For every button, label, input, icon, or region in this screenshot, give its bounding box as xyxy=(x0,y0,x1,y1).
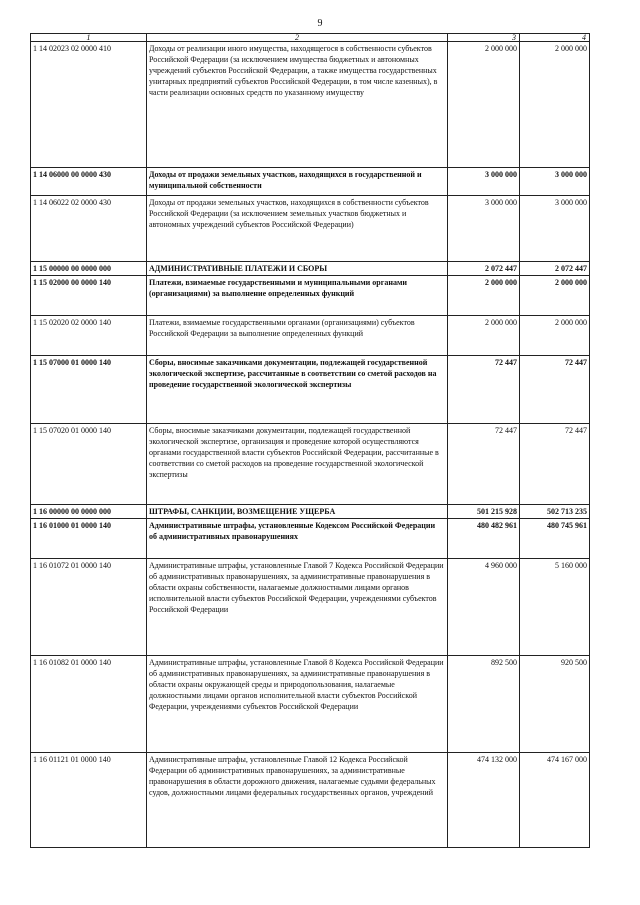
table-row xyxy=(31,168,590,196)
row-value-col3: 72 447 xyxy=(448,356,520,424)
column-number-4: 4 xyxy=(520,34,590,42)
row-value-col3: 3 000 000 xyxy=(448,168,520,196)
table-row xyxy=(31,196,590,262)
row-value-col4: 72 447 xyxy=(520,424,590,505)
row-value-col3: 2 000 000 xyxy=(448,316,520,356)
row-name: Платежи, взимаемые государственными и муниципальными органами (организациями) за выполнение определенных функций xyxy=(147,276,448,316)
row-value-col4: 3 000 000 xyxy=(520,196,590,262)
row-value-col4: 920 500 xyxy=(520,656,590,753)
row-name: Доходы от продажи земельных участков, находящихся в государственной и муниципальной собственности xyxy=(147,168,448,196)
row-value-col4: 2 000 000 xyxy=(520,316,590,356)
column-number-2: 2 xyxy=(147,34,448,42)
table-row xyxy=(31,519,590,559)
table-row xyxy=(31,656,590,753)
row-name: Доходы от продажи земельных участков, находящихся в собственности субъектов Российской Федерации (за исключением земельных участков бюджетных и автономных учреждений субъектов Российской Федерации) xyxy=(147,196,448,262)
row-name: Платежи, взимаемые государственными органами (организациями) субъектов Российской Федерации за выполнение определенных функций xyxy=(147,316,448,356)
row-code: 1 15 07000 01 0000 140 xyxy=(31,356,147,424)
row-value-col4: 2 000 000 xyxy=(520,42,590,168)
row-value-col3: 72 447 xyxy=(448,424,520,505)
table-row xyxy=(31,559,590,656)
table-row xyxy=(31,505,590,519)
table-row xyxy=(31,42,590,168)
row-value-col3: 2 000 000 xyxy=(448,42,520,168)
row-code: 1 15 02020 02 0000 140 xyxy=(31,316,147,356)
row-code: 1 16 00000 00 0000 000 xyxy=(31,505,147,519)
row-value-col3: 892 500 xyxy=(448,656,520,753)
column-number-3: 3 xyxy=(448,34,520,42)
table-row xyxy=(31,753,590,848)
row-name: Административные штрафы, установленные Главой 8 Кодекса Российской Федерации об административных правонарушениях, за административные правонарушения в области охраны окружающей среды и природопользования, налагаемые должностными лицами органов исполнительной власти субъектов Российской Федерации, учреждениями субъектов Российской Федерации xyxy=(147,656,448,753)
table-row xyxy=(31,262,590,276)
row-value-col4: 480 745 961 xyxy=(520,519,590,559)
row-code: 1 16 01121 01 0000 140 xyxy=(31,753,147,848)
row-value-col3: 2 072 447 xyxy=(448,262,520,276)
page-number: 9 xyxy=(317,18,323,29)
row-value-col3: 4 960 000 xyxy=(448,559,520,656)
row-code: 1 16 01000 01 0000 140 xyxy=(31,519,147,559)
column-number-row xyxy=(31,34,590,42)
table-row xyxy=(31,424,590,505)
row-name: Сборы, вносимые заказчиками документации, подлежащей государственной экологической экспертизе, организация и проведение которой осуществляются органами государственной власти субъектов Российской Федерации, рассчитанные в соответствии со сметой расходов на проведение государственной экологической экспертизы xyxy=(147,424,448,505)
row-name: Административные штрафы, установленные Главой 7 Кодекса Российской Федерации об административных правонарушениях, за административные правонарушения в области охраны собственности, налагаемые должностными лицами органов исполнительной власти субъектов Российской Федерации, учреждениями субъектов Российской Федерации xyxy=(147,559,448,656)
row-value-col4: 3 000 000 xyxy=(520,168,590,196)
row-name: Административные штрафы, установленные Кодексом Российской Федерации об административных правонарушениях xyxy=(147,519,448,559)
row-value-col4: 2 072 447 xyxy=(520,262,590,276)
row-value-col4: 474 167 000 xyxy=(520,753,590,848)
row-code: 1 14 06022 02 0000 430 xyxy=(31,196,147,262)
row-code: 1 16 01072 01 0000 140 xyxy=(31,559,147,656)
row-code: 1 14 02023 02 0000 410 xyxy=(31,42,147,168)
row-value-col3: 3 000 000 xyxy=(448,196,520,262)
row-value-col4: 72 447 xyxy=(520,356,590,424)
row-name: ШТРАФЫ, САНКЦИИ, ВОЗМЕЩЕНИЕ УЩЕРБА xyxy=(147,505,448,519)
budget-table xyxy=(30,33,590,848)
row-value-col3: 480 482 961 xyxy=(448,519,520,559)
row-value-col4: 2 000 000 xyxy=(520,276,590,316)
column-number-1: 1 xyxy=(31,34,147,42)
row-code: 1 15 07020 01 0000 140 xyxy=(31,424,147,505)
row-code: 1 15 02000 00 0000 140 xyxy=(31,276,147,316)
row-value-col3: 501 215 928 xyxy=(448,505,520,519)
row-value-col4: 5 160 000 xyxy=(520,559,590,656)
table-row xyxy=(31,316,590,356)
table-row xyxy=(31,276,590,316)
row-value-col3: 2 000 000 xyxy=(448,276,520,316)
table-row xyxy=(31,356,590,424)
row-code: 1 14 06000 00 0000 430 xyxy=(31,168,147,196)
row-name: Доходы от реализации иного имущества, находящегося в собственности субъектов Российской Федерации (за исключением имущества бюджетных и автономных учреждений субъектов Российской Федерации, а также имущества государственных унитарных предприятий субъектов Российской Федерации, в том числе казенных), в части реализации основных средств по указанному имуществу xyxy=(147,42,448,168)
row-value-col4: 502 713 235 xyxy=(520,505,590,519)
row-code: 1 16 01082 01 0000 140 xyxy=(31,656,147,753)
row-value-col3: 474 132 000 xyxy=(448,753,520,848)
row-name: Административные штрафы, установленные Главой 12 Кодекса Российской Федерации об административных правонарушениях, за административные правонарушения в области дорожного движения, налагаемые судьями федеральных судов, должностными лицами федеральных государственных органов, учреждений xyxy=(147,753,448,848)
row-name: Сборы, вносимые заказчиками документации, подлежащей государственной экологической экспертизе, рассчитанные в соответствии со сметой расходов на проведение государственной экологической экспертизы xyxy=(147,356,448,424)
row-name: АДМИНИСТРАТИВНЫЕ ПЛАТЕЖИ И СБОРЫ xyxy=(147,262,448,276)
row-code: 1 15 00000 00 0000 000 xyxy=(31,262,147,276)
